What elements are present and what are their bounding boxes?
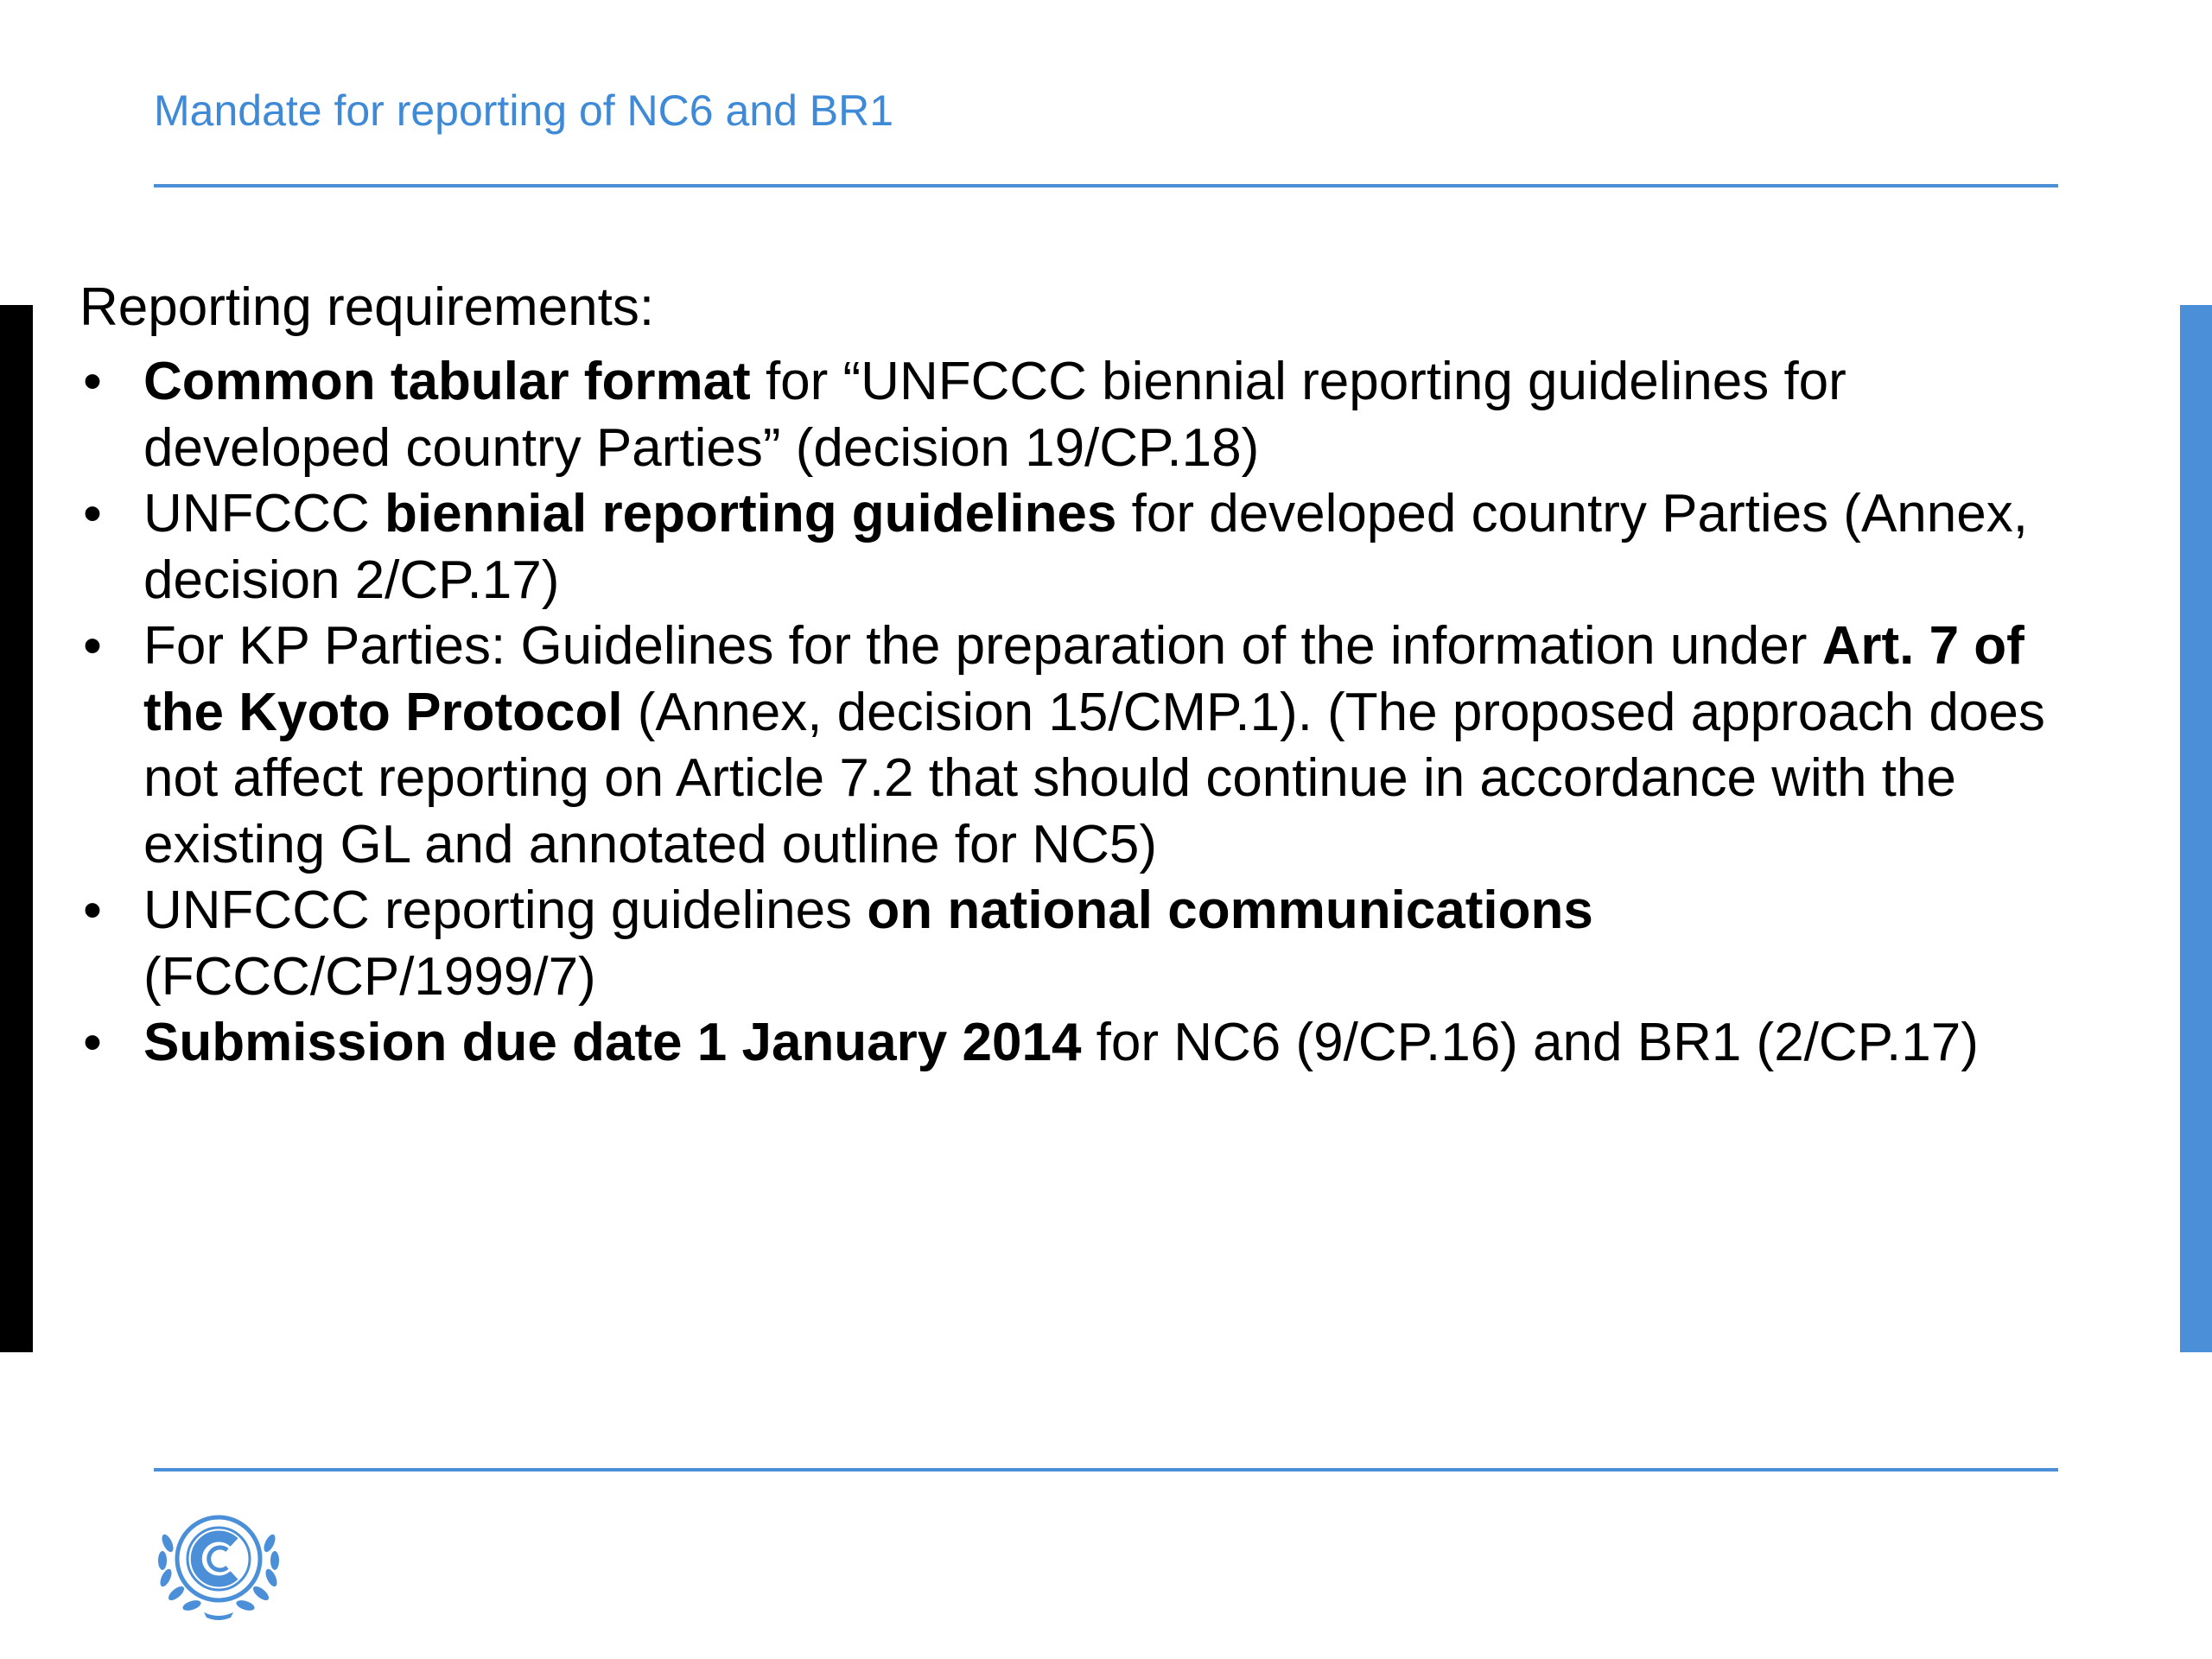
- unfccc-emblem-icon: [147, 1505, 290, 1621]
- bold-text: biennial reporting guidelines: [384, 484, 1117, 543]
- bullet-marker: •: [83, 352, 102, 411]
- list-item-line: [143, 1010, 2145, 1077]
- list-item-line: [143, 944, 2145, 1011]
- footer-divider: [154, 1468, 2058, 1471]
- title-divider: [154, 184, 2058, 188]
- bullet-marker: •: [83, 880, 102, 940]
- bullet-marker: •: [83, 616, 102, 676]
- body-text: for NC6 (9/CP.16) and BR1 (2/CP.17): [1081, 1013, 1979, 1072]
- list-item-line: [143, 548, 2145, 614]
- list-item-line: [143, 481, 2145, 548]
- body-text: existing GL and annotated outline for NC5): [143, 814, 1157, 874]
- bold-text: the Kyoto Protocol: [143, 682, 623, 742]
- list-item: [79, 613, 2145, 878]
- body-text: UNFCCC: [143, 484, 385, 543]
- body-text: UNFCCC reporting guidelines: [143, 880, 868, 940]
- body-text: (FCCC/CP/1999/7): [143, 946, 596, 1007]
- bold-text: Art. 7 of: [1821, 616, 2024, 676]
- list-item-line: [143, 613, 2145, 680]
- bullet-marker: •: [83, 484, 102, 543]
- body-text: For KP Parties: Guidelines for the preparation of the information under: [143, 616, 1822, 676]
- right-edge-bar: [2180, 305, 2212, 1352]
- intro-text: Reporting requirements:: [79, 277, 655, 337]
- left-edge-bar: [0, 305, 33, 1352]
- body-text: decision 2/CP.17): [143, 550, 560, 610]
- list-item-line: [143, 416, 2145, 482]
- list-item: [79, 481, 2145, 613]
- list-item: [79, 878, 2145, 1010]
- body-text: (Annex, decision 15/CMP.1). (The proposed approach does: [622, 682, 2045, 742]
- bullet-marker: •: [83, 1013, 102, 1072]
- list-item: [79, 1010, 2145, 1077]
- body-text: for developed country Parties (Annex,: [1116, 484, 2028, 543]
- body-text: developed country Parties” (decision 19/CP.18): [143, 417, 1260, 478]
- bold-text: Submission due date 1 January 2014: [143, 1013, 1082, 1072]
- list-item-line: [143, 349, 2145, 416]
- slide-title: Mandate for reporting of NC6 and BR1: [154, 86, 894, 135]
- body-text: for “UNFCCC biennial reporting guidelines for: [750, 352, 1847, 411]
- bold-text: on national communications: [867, 880, 1593, 940]
- list-item-line: [143, 680, 2145, 747]
- slide-body: [79, 275, 2145, 1077]
- requirements-list: [79, 349, 2145, 1077]
- body-text: not affect reporting on Article 7.2 that should continue in accordance with the: [143, 748, 1956, 808]
- list-item: [79, 349, 2145, 481]
- list-item-line: [143, 878, 2145, 944]
- bold-text: Common tabular format: [143, 352, 751, 411]
- list-item-line: [143, 812, 2145, 879]
- list-item-line: [143, 746, 2145, 812]
